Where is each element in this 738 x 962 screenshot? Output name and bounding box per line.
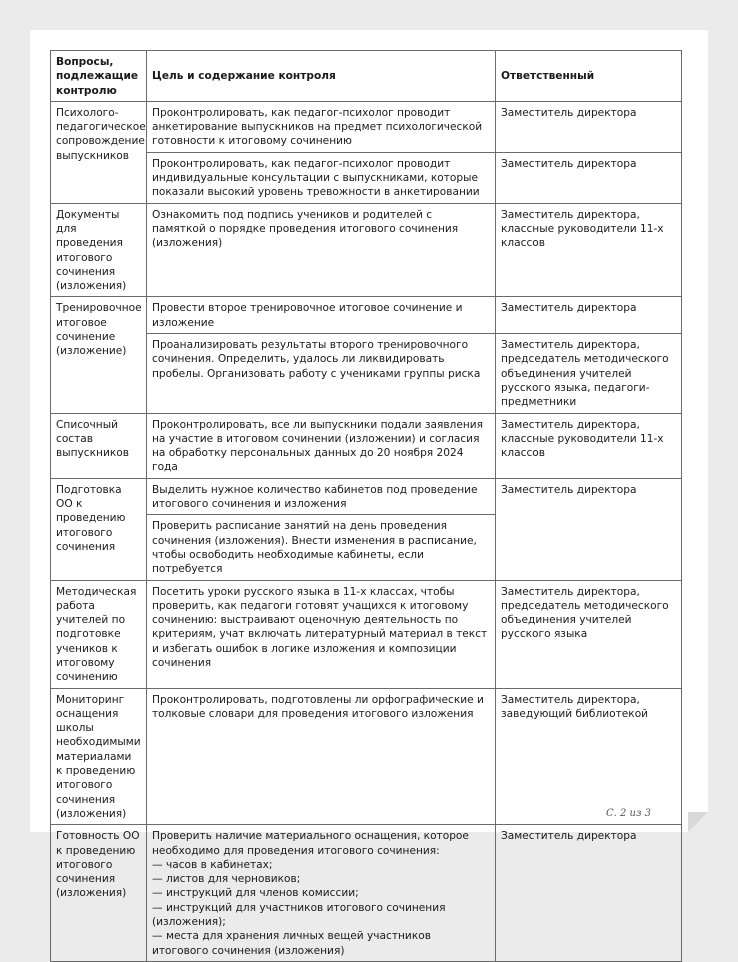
document-page (30, 30, 708, 957)
header-responsible: Ответственный (496, 51, 682, 102)
question-cell: Подготовка ОО к проведению итогового сочинения (51, 478, 147, 580)
responsible-cell: Заместитель директора, заведующий библиотекой (496, 688, 682, 825)
responsible-cell: Заместитель директора (496, 152, 682, 203)
header-questions: Вопросы, подлежащие контролю (51, 51, 147, 102)
question-cell: Списочный состав выпускников (51, 413, 147, 478)
control-plan-table (50, 50, 682, 962)
header-goal: Цель и содержание контроля (147, 51, 496, 102)
table-row (51, 203, 682, 297)
responsible-cell: Заместитель директора (496, 825, 682, 962)
table-row (51, 688, 682, 825)
goal-cell: Ознакомить под подпись учеников и родителей с памяткой о порядке проведения итогового сочинения (изложения) (147, 203, 496, 297)
goal-cell: Проконтролировать, как педагог-психолог проводит индивидуальные консультации с выпускниками, которые показали высокий уровень тревожности в анкетировании (147, 152, 496, 203)
responsible-cell: Заместитель директора, председатель методического объединения учителей русского языка (496, 580, 682, 688)
responsible-cell: Заместитель директора, классные руководители 11-х классов (496, 203, 682, 297)
goal-cell: Проконтролировать, все ли выпускники подали заявления на участие в итоговом сочинении (изложении) и согласия на обработку персональных данных до 20 ноября 2024 года (147, 413, 496, 478)
list-item: — места для хранения личных вещей участников итогового сочинения (изложения) (152, 930, 431, 957)
table-row (51, 297, 682, 334)
responsible-cell: Заместитель директора, председатель методического объединения учителей русского языка, педагоги-предметники (496, 334, 682, 413)
responsible-cell: Заместитель директора (496, 297, 682, 334)
goal-cell: Проанализировать результаты второго тренировочного сочинения. Определить, удалось ли ликвидировать пробелы. Организовать работу с учениками группы риска (147, 334, 496, 413)
list-item: — часов в кабинетах; (152, 858, 273, 871)
goal-cell: Выделить нужное количество кабинетов под проведение итогового сочинения и изложения (147, 478, 496, 515)
goal-cell: Провести второе тренировочное итоговое сочинение и изложение (147, 297, 496, 334)
table-row (51, 413, 682, 478)
question-cell: Готовность ОО к проведению итогового сочинения (изложения) (51, 825, 147, 962)
goal-cell: Проконтролировать, подготовлены ли орфографические и толковые словари для проведения итогового изложения (147, 688, 496, 825)
question-cell: Мониторинг оснащения школы необходимыми материалами к проведению итогового сочинения (изложения) (51, 688, 147, 825)
goal-cell: Проконтролировать, как педагог-психолог проводит анкетирование выпускников на предмет психологической готовности к итоговому сочинению (147, 101, 496, 152)
question-cell: Тренировочное итоговое сочинение (изложение) (51, 297, 147, 413)
goal-cell: Проверить расписание занятий на день проведения сочинения (изложения). Внести изменения в расписание, чтобы освободить необходимые кабинеты, если потребуется (147, 515, 496, 580)
list-item: — инструкций для участников итогового сочинения (изложения); (152, 901, 446, 929)
page-number: С. 2 из 3 (606, 808, 651, 819)
question-cell: Методическая работа учителей по подготовке учеников к итоговому сочинению (51, 580, 147, 688)
responsible-cell: Заместитель директора, классные руководители 11-х классов (496, 413, 682, 478)
goal-text: Проверить наличие материального оснащения, которое необходимо для проведения итогового сочинения: (152, 830, 469, 857)
page-corner-fold (688, 812, 708, 832)
responsible-cell: Заместитель директора (496, 101, 682, 152)
table-row (51, 580, 682, 688)
table-row (51, 101, 682, 152)
goal-cell (147, 825, 496, 962)
goal-cell: Посетить уроки русского языка в 11-х классах, чтобы проверить, как педагоги готовят учащихся к итоговому сочинению: выстраивают оценочную деятельность по критериям, учат включать литературный материал в текст и избегать ошибок в логике изложения и композиции сочинения (147, 580, 496, 688)
table-row (51, 478, 682, 515)
question-cell: Психолого-педагогическое сопровождение выпускников (51, 101, 147, 203)
list-item: — инструкций для членов комиссии; (152, 887, 359, 900)
list-item: — листов для черновиков; (152, 873, 301, 886)
table-row (51, 825, 682, 962)
question-cell: Документы для проведения итогового сочинения (изложения) (51, 203, 147, 297)
responsible-cell: Заместитель директора (496, 478, 682, 580)
table-header-row (51, 51, 682, 102)
